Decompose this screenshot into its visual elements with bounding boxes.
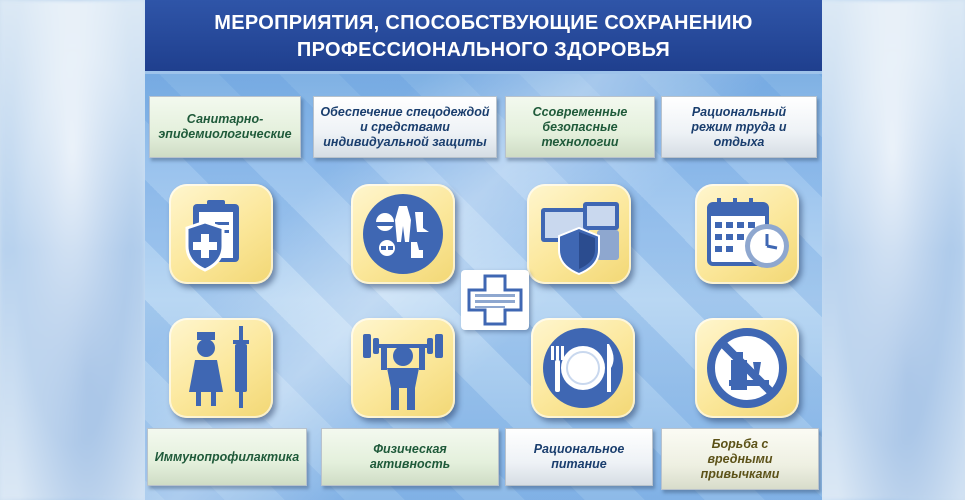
calendar-clock-icon <box>695 184 799 284</box>
label-immunoprophylaxis: Иммунопрофилактика <box>147 428 307 486</box>
label-sanitary: Санитарно- эпидемиологические <box>149 96 301 158</box>
label-safe-technologies: Ссовременные безопасные технологии <box>505 96 655 158</box>
medical-cross-logo-icon <box>461 270 529 330</box>
tile-bad-habits <box>695 318 799 418</box>
label-bad-habits: Борьба с вредными привычками <box>661 428 819 490</box>
slide-header <box>145 0 822 74</box>
secure-technology-icon <box>527 184 631 284</box>
center-logo <box>461 270 529 330</box>
tile-immunoprophylaxis <box>169 318 273 418</box>
title-line-2: ПРОФЕССИОНАЛЬНОГО ЗДОРОВЬЯ <box>296 39 671 61</box>
label-physical-activity: Физическая активность <box>321 428 499 486</box>
nurse-syringe-icon <box>169 318 273 418</box>
tile-nutrition <box>531 318 635 418</box>
tile-work-rest-regime <box>695 184 799 284</box>
tile-physical-activity <box>351 318 455 418</box>
no-smoking-alcohol-icon <box>695 318 799 418</box>
title-line-1: МЕРОПРИЯТИЯ, СПОСОБСТВУЮЩИЕ СОХРАНЕНИЮ <box>214 12 753 34</box>
label-work-rest-regime: Рациональный режим труда и отдыха <box>661 96 817 158</box>
tile-sanitary <box>169 184 273 284</box>
background-blur-left <box>0 0 145 500</box>
protective-equipment-icon <box>351 184 455 284</box>
label-protective-equipment: Обеспечение спецодеждой и средствами индивидуальной защиты <box>313 96 497 158</box>
label-nutrition: Рациональное питание <box>505 428 653 486</box>
tile-protective-equipment <box>351 184 455 284</box>
plate-cutlery-icon <box>531 318 635 418</box>
tile-safe-technologies <box>527 184 631 284</box>
background-blur-right <box>820 0 965 500</box>
clipboard-shield-icon <box>169 184 273 284</box>
slide <box>145 0 822 500</box>
weightlifter-icon <box>351 318 455 418</box>
